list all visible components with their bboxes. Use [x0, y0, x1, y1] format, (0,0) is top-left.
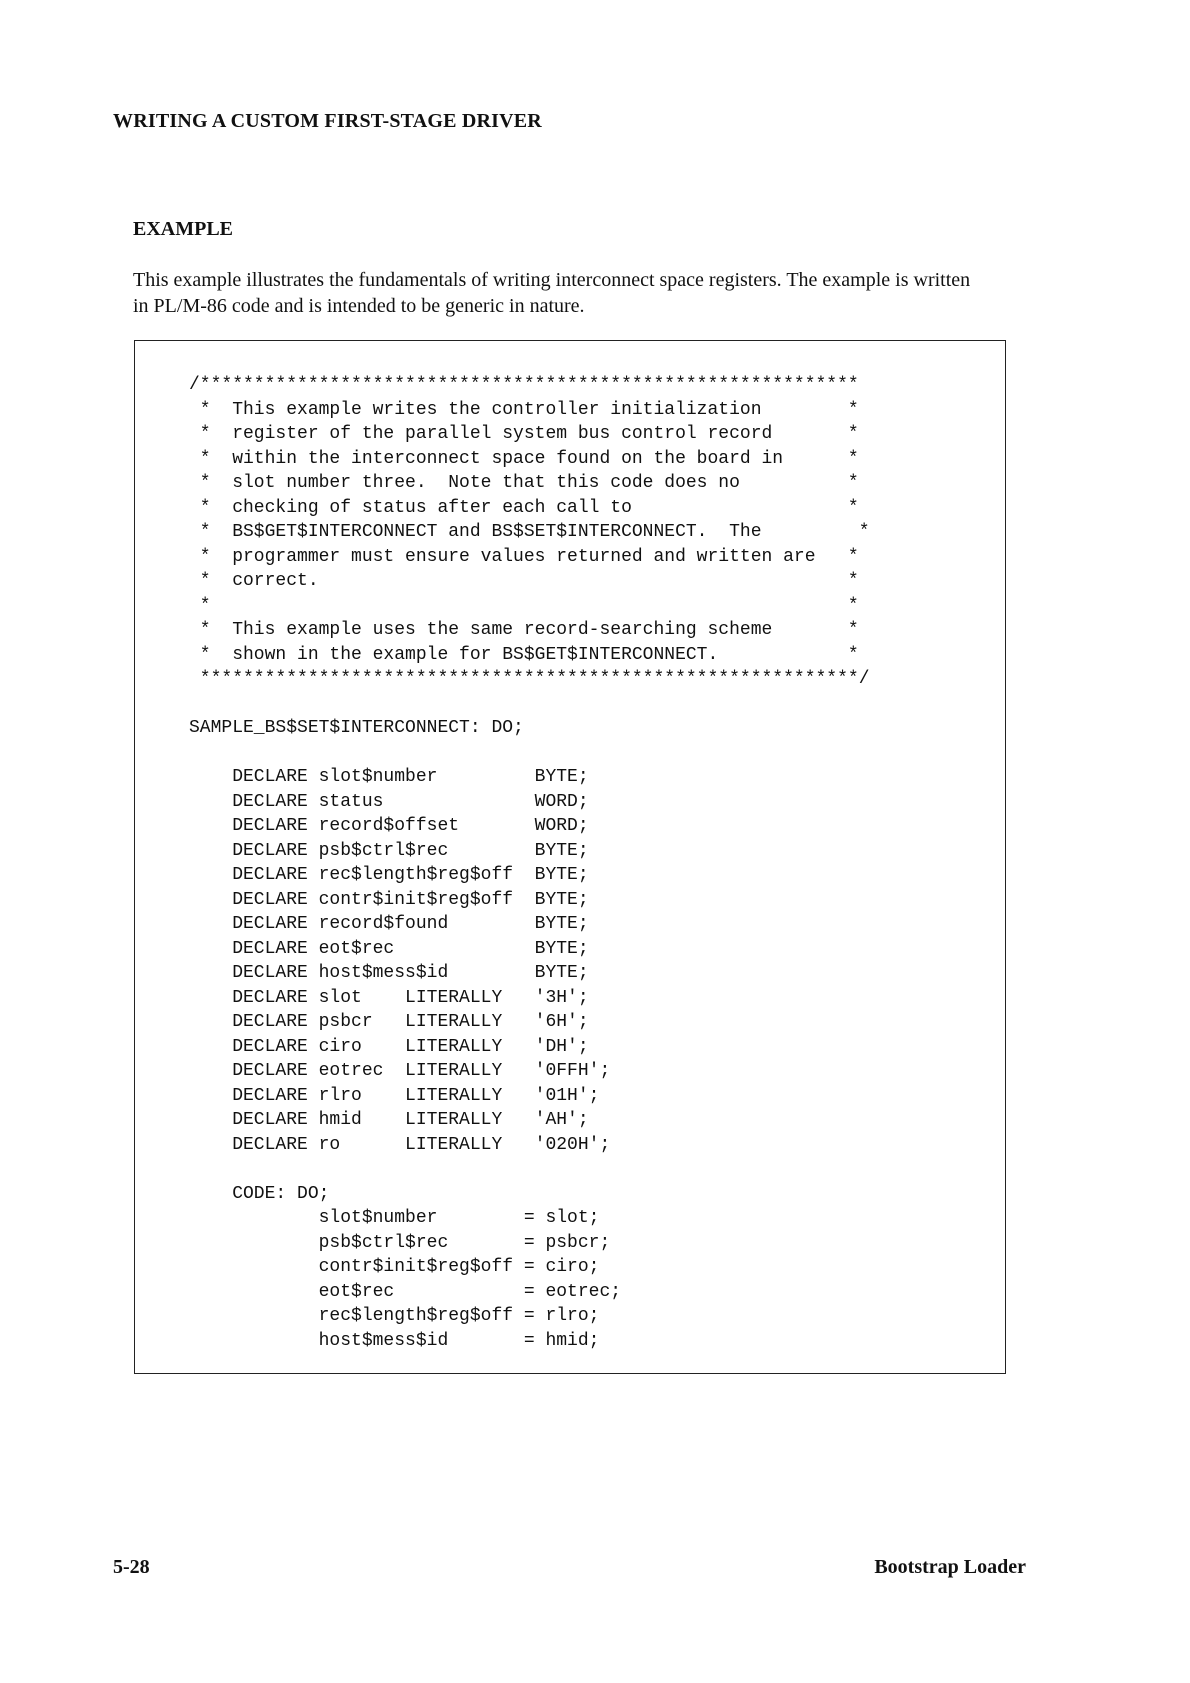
- footer-page-number: 5-28: [113, 1556, 150, 1578]
- code-line: DECLARE ro LITERALLY '020H';: [189, 1134, 611, 1155]
- code-listing-box: [134, 340, 1006, 1374]
- code-line: * checking of status after each call to *: [189, 497, 859, 518]
- code-line: DECLARE slot$number BYTE;: [189, 767, 589, 787]
- intro-paragraph: This example illustrates the fundamentals of writing interconnect space registers. The example is written in PL/M-86 code and is intended to be generic in nature.: [133, 269, 971, 317]
- code-line: DECLARE contr$init$reg$off BYTE;: [189, 889, 589, 910]
- code-line: * BS$GET$INTERCONNECT and BS$SET$INTERCONNECT. The *: [189, 522, 870, 542]
- code-line: DECLARE ciro LITERALLY 'DH';: [189, 1036, 589, 1057]
- code-listing: [189, 373, 870, 1353]
- code-line: [189, 692, 870, 717]
- code-line: DECLARE rlro LITERALLY '01H';: [189, 1085, 600, 1106]
- code-line: DECLARE record$offset WORD;: [189, 816, 589, 836]
- code-line: DECLARE hmid LITERALLY 'AH';: [189, 1110, 589, 1130]
- code-line: contr$init$reg$off = ciro;: [189, 1257, 600, 1277]
- running-head-title: WRITING A CUSTOM FIRST-STAGE DRIVER: [113, 110, 542, 132]
- code-line: DECLARE host$mess$id BYTE;: [189, 963, 589, 983]
- code-line: * shown in the example for BS$GET$INTERCONNECT. *: [189, 644, 859, 665]
- code-line: * *: [189, 595, 859, 616]
- code-line: [189, 1157, 870, 1182]
- code-line: DECLARE eotrec LITERALLY '0FFH';: [189, 1061, 611, 1081]
- code-line: rec$length$reg$off = rlro;: [189, 1306, 600, 1326]
- code-line: SAMPLE_BS$SET$INTERCONNECT: DO;: [189, 718, 524, 738]
- code-line: DECLARE psbcr LITERALLY '6H';: [189, 1012, 589, 1032]
- code-line: *************************************************************/: [189, 669, 870, 689]
- code-line: * within the interconnect space found on the board in *: [189, 448, 859, 469]
- code-line: [189, 741, 870, 766]
- code-line: DECLARE status WORD;: [189, 791, 589, 812]
- code-line: /*************************************************************: [189, 375, 859, 395]
- code-line: CODE: DO;: [189, 1183, 330, 1204]
- code-line: psb$ctrl$rec = psbcr;: [189, 1232, 611, 1253]
- code-line: slot$number = slot;: [189, 1208, 600, 1228]
- code-line: DECLARE eot$rec BYTE;: [189, 938, 589, 959]
- code-line: * register of the parallel system bus control record *: [189, 424, 859, 444]
- code-line: eot$rec = eotrec;: [189, 1281, 622, 1302]
- code-line: DECLARE record$found BYTE;: [189, 914, 589, 934]
- code-line: * correct. *: [189, 571, 859, 591]
- code-line: DECLARE psb$ctrl$rec BYTE;: [189, 840, 589, 861]
- code-line: * This example uses the same record-searching scheme *: [189, 620, 859, 640]
- code-line: * programmer must ensure values returned and written are *: [189, 546, 859, 567]
- section-heading: EXAMPLE: [133, 218, 233, 240]
- code-line: DECLARE rec$length$reg$off BYTE;: [189, 865, 589, 885]
- code-line: host$mess$id = hmid;: [189, 1330, 600, 1351]
- footer-chapter-title: Bootstrap Loader: [874, 1556, 1026, 1578]
- code-line: DECLARE slot LITERALLY '3H';: [189, 987, 589, 1008]
- code-line: * slot number three. Note that this code does no *: [189, 473, 859, 493]
- code-line: * This example writes the controller initialization *: [189, 399, 859, 420]
